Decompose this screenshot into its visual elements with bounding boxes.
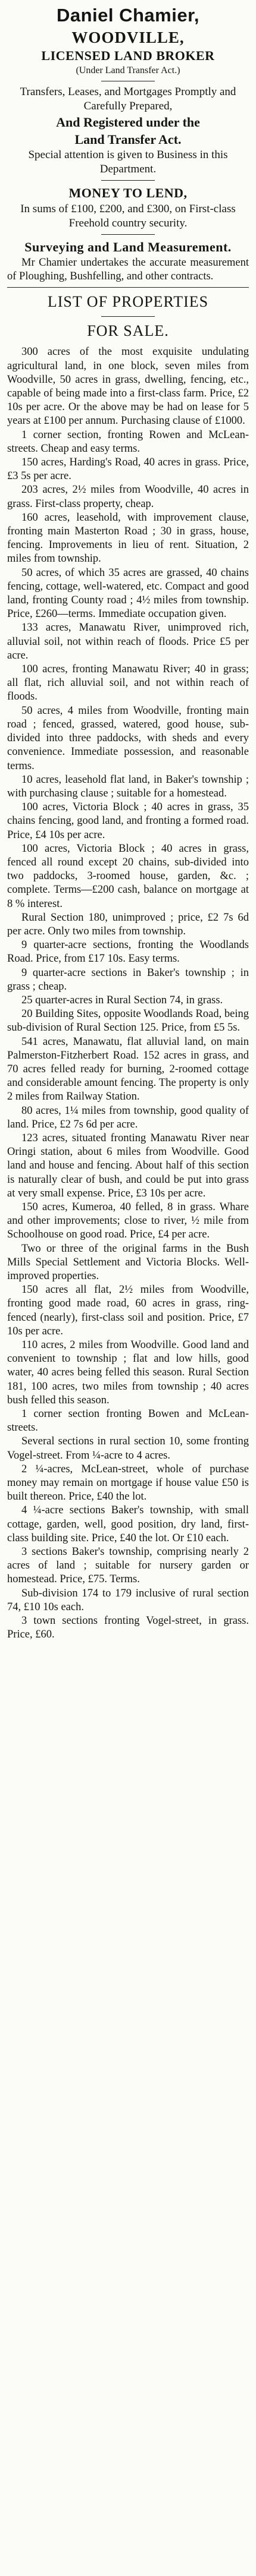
property-listing: 203 acres, 2½ miles from Woodville, 40 acres in grass. First-class property, cheap. (7, 484, 249, 510)
property-listing: 1 corner section, fronting Rowen and McLean-streets. Cheap and easy terms. (7, 429, 249, 455)
act-note: (Under Land Transfer Act.) (76, 65, 180, 75)
money-heading: MONEY TO LEND, (68, 185, 188, 200)
special-attention-line: Special attention is given to Business in this Department. (28, 149, 228, 175)
property-listing: 1 corner section fronting Bowen and McLean-streets. (7, 1408, 249, 1434)
property-listing: 50 acres, 4 miles from Woodville, fronting main road ; fenced, grassed, watered, good house, sub-divided into three paddocks, with sheds and every convenience. Immediate possession, and reasonable terms. (7, 704, 249, 772)
property-listing: 110 acres, 2 miles from Woodville. Good land and convenient to township ; flat and low hills, good water, 40 acres being felled this season. Rural Section 181, 100 acres, two miles from township ; 40 acres bush felled this season. (7, 1339, 249, 1406)
property-listing: 100 acres, Victoria Block ; 40 acres in grass, fenced all round except 20 chains, sub-divided into two paddocks, 3-roomed house, garden, &c. ; complete. Terms—£200 cash, balance on mortgage at 8 % interest. (7, 842, 249, 910)
property-listing: 2 ¼-acres, McLean-street, whole of purchase money may remain on mortgage if house value £50 is built thereon. Price, £40 the lot. (7, 1463, 249, 1503)
registered-line: And Registered under the (56, 115, 200, 130)
intro-line: Transfers, Leases, and Mortgages Promptly and Carefully Prepared, (20, 86, 236, 112)
property-listing: Sub-division 174 to 179 inclusive of rural section 74, £10 10s each. (7, 1587, 249, 1613)
advertiser-town: WOODVILLE, (71, 29, 185, 46)
advertiser-name: Daniel Chamier, (56, 5, 200, 26)
property-listing: 10 acres, leasehold flat land, in Baker's township ; with purchasing clause ; suitable for a homestead. (7, 773, 249, 799)
advertiser-trade: LICENSED LAND BROKER (41, 48, 215, 63)
property-listing: 541 acres, Manawatu, flat alluvial land, on main Palmerston-Fitzherbert Road. 152 acres in grass, and 70 acres felled ready for burning, 2-roomed cottage and considerable amount fencing. The property is only 2 miles from Railway Station. (7, 1035, 249, 1103)
property-listing: 20 Building Sites, opposite Woodlands Road, being sub-division of Rural Section 125. Price, from £5 5s. (7, 1008, 249, 1034)
surveying-text: Mr Chamier undertakes the accurate measurement of Ploughing, Bushfelling, and other contracts. (7, 257, 249, 283)
property-listing: 80 acres, 1¼ miles from township, good quality of land. Price, £2 7s 6d per acre. (7, 1104, 249, 1130)
list-subheading: FOR SALE. (87, 322, 169, 340)
property-listing: 100 acres, fronting Manawatu River; 40 in grass; all flat, rich alluvial soil, and not within reach of floods. (7, 663, 249, 703)
divider (101, 180, 155, 181)
property-listing: 150 acres, Kumeroa, 40 felled, 8 in grass. Whare and other improvements; close to river, ½ mile from Schoolhouse on good road. Price, £4 per acre. (7, 1201, 249, 1241)
property-listing: 123 acres, situated fronting Manawatu River near Oringi station, about 6 miles from Woodville. Good land and house and fencing. About half of this section is naturally clear of bush, and could be put into grass at very small expense. Price, £3 10s per acre. (7, 1132, 249, 1199)
property-listing: 300 acres of the most exquisite undulating agricultural land, in one block, seven miles from Woodville, 50 acres in grass, dwelling, fencing, etc., capable of being made into a first-class farm. Price, £2 10s per acre. Or the above may be had on lease for 5 years at £100 per annum. Purchasing clause of £1000. (7, 346, 249, 427)
divider (101, 234, 155, 235)
property-listing: 25 quarter-acres in Rural Section 74, in grass. (21, 994, 223, 1006)
property-list (7, 345, 249, 1642)
property-listing: 50 acres, of which 35 acres are grassed, 40 chains fencing, cottage, well-watered, etc. Compact and good land, fronting County road ; 4½ miles from township. Price, £260—terms. Immediate occupation given. (7, 566, 249, 621)
property-listing: 4 ¼-acre sections Baker's township, with small cottage, garden, well, good position, dry land, first-class building site. Price, £40 the lot. Or £10 each. (7, 1504, 249, 1544)
property-listing: 150 acres, Harding's Road, 40 acres in grass. Price, £3 5s per acre. (7, 456, 249, 483)
property-listing: 3 sections Baker's township, comprising nearly 2 acres of land ; suitable for nursery garden or homestead. Price, £75. Terms. (7, 1546, 249, 1586)
registered-line-2: Land Transfer Act. (74, 132, 182, 147)
divider (101, 316, 155, 317)
property-listing: 3 town sections fronting Vogel-street, in grass. Price, £60. (7, 1615, 249, 1641)
money-text: In sums of £100, £200, and £300, on First-class Freehold country security. (20, 203, 236, 229)
property-listing: 9 quarter-acre sections in Baker's township ; in grass ; cheap. (7, 966, 249, 993)
property-listing: 100 acres, Victoria Block ; 40 acres in grass, 35 chains fencing, good land, and fronting a formed road. Price, £4 10s per acre. (7, 801, 249, 841)
property-listing: Several sections in rural section 10, some fronting Vogel-street. From ¼-acre to 4 acres. (7, 1435, 249, 1462)
property-listing: Two or three of the original farms in the Bush Mills Special Settlement and Victoria Blocks. Well-improved properties. (7, 1242, 249, 1283)
property-listing: Rural Section 180, unimproved ; price, £2 7s 6d per acre. Only two miles from township. (7, 911, 249, 937)
property-listing: 150 acres all flat, 2½ miles from Woodville, fronting good made road, 60 acres in grass, ring-fenced (nearly), first-class soil and position. Price, £7 10s per acre. (7, 1284, 249, 1337)
advertisement (7, 0, 249, 1642)
divider (7, 287, 249, 288)
list-heading: LIST OF PROPERTIES (47, 293, 209, 311)
property-listing: 133 acres, Manawatu River, unimproved rich, alluvial soil, not within reach of floods. Price £5 per acre. (7, 622, 249, 662)
property-listing: 9 quarter-acre sections, fronting the Woodlands Road. Price, from £17 10s. Easy terms. (7, 939, 249, 965)
surveying-heading: Surveying and Land Measurement. (24, 240, 232, 254)
property-listing: 160 acres, leasehold, with improvement clause, fronting main Masterton Road ; 30 in grass, house, fencing. Improvements in lieu of rent. Situation, 2 miles from township. (7, 511, 249, 565)
